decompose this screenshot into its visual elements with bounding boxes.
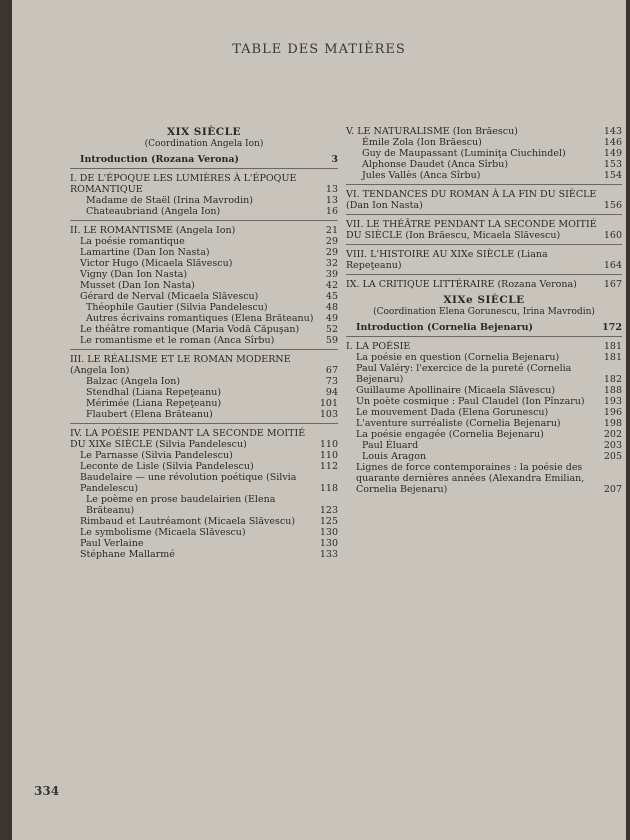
toc-entry-page: 3 — [331, 154, 338, 165]
divider — [346, 244, 622, 245]
toc-entry — [70, 354, 338, 376]
left-column — [70, 126, 338, 560]
toc-entry-page: 182 — [603, 374, 622, 385]
toc-list-left — [70, 154, 338, 560]
toc-entry-page: 110 — [319, 450, 338, 461]
toc-entry-page: 188 — [603, 385, 622, 396]
toc-entry-page: 181 — [603, 352, 622, 363]
toc-entry-page: 172 — [602, 322, 622, 333]
toc-entry — [70, 409, 338, 420]
toc-entry — [70, 549, 338, 560]
toc-entry — [70, 313, 338, 324]
toc-entry-page: 48 — [325, 302, 338, 313]
toc-entry — [70, 538, 338, 549]
toc-entry-title: Vigny (Dan Ion Nasta) — [80, 269, 188, 280]
toc-entry-page: 154 — [603, 170, 622, 181]
toc-entry-title: Gérard de Nerval (Micaela Slăvescu) — [80, 291, 259, 302]
toc-entry — [70, 247, 338, 258]
toc-entry-page: 153 — [603, 159, 622, 170]
toc-entry-title: Introduction (Cornelia Bejenaru) — [356, 322, 534, 333]
toc-entry-page: 160 — [603, 230, 622, 241]
toc-entry — [70, 527, 338, 538]
toc-entry — [346, 440, 622, 451]
toc-entry — [70, 335, 338, 346]
toc-entry-title: V. LE NATURALISME (Ion Brăescu) — [346, 126, 518, 137]
toc-entry — [70, 494, 338, 516]
toc-entry — [346, 189, 622, 211]
toc-entry-page: 149 — [603, 148, 622, 159]
toc-entry-page: 73 — [325, 376, 338, 387]
toc-entry-title: Balzac (Angela Ion) — [86, 376, 181, 387]
toc-entry-page: 146 — [603, 137, 622, 148]
toc-entry-page: 110 — [319, 439, 338, 450]
toc-entry-title: La poésie en question (Cornelia Bejenaru) — [356, 352, 560, 363]
toc-entry-title: Paul Valéry: l'exercice de la pureté (Cornelia Bejenaru) — [356, 363, 572, 385]
toc-entry — [346, 352, 622, 363]
toc-entry-page: 101 — [319, 398, 338, 409]
toc-entry-page: 13 — [325, 195, 338, 206]
toc-entry-page: 202 — [603, 429, 622, 440]
toc-entry-page: 203 — [603, 440, 622, 451]
toc-entry-title: Le poème en prose baudelairien (Elena Brăteanu) — [86, 494, 276, 516]
toc-entry — [346, 363, 622, 385]
toc-entry-title: Alphonse Daudet (Anca Sîrbu) — [362, 159, 509, 170]
toc-entry-page: 29 — [325, 236, 338, 247]
toc-entry — [346, 341, 622, 352]
toc-entry — [346, 279, 622, 290]
toc-entry — [70, 450, 338, 461]
toc-entry-page: 164 — [603, 260, 622, 271]
toc-entry-title: VI. TENDANCES DU ROMAN À LA FIN DU SIÈCLE (Dan Ion Nasta) — [346, 189, 597, 211]
toc-entry-page: 143 — [603, 126, 622, 137]
toc-entry — [346, 407, 622, 418]
toc-entry-page: 196 — [603, 407, 622, 418]
toc-entry-title: Introduction (Rozana Verona) — [80, 154, 240, 165]
toc-entry-page: 205 — [603, 451, 622, 462]
toc-entry — [70, 173, 338, 195]
toc-entry-title: Lamartine (Dan Ion Nasta) — [80, 247, 210, 258]
toc-entry — [346, 462, 622, 495]
toc-entry — [346, 137, 622, 148]
divider — [70, 220, 338, 221]
toc-entry-title: Louis Aragon — [362, 451, 427, 462]
toc-entry — [70, 269, 338, 280]
toc-entry-title: Autres écrivains romantiques (Elena Brăteanu) — [86, 313, 314, 324]
toc-entry — [70, 236, 338, 247]
toc-entry-page: 125 — [319, 516, 338, 527]
toc-entry-title: VII. LE THÉÂTRE PENDANT LA SECONDE MOITIÉ DU SIÈCLE (Ion Brăescu, Micaela Slăvescu) — [346, 219, 597, 241]
toc-entry — [346, 385, 622, 396]
toc-entry-title: I. LA POÉSIE — [346, 341, 411, 352]
toc-entry — [346, 249, 622, 271]
toc-entry — [346, 451, 622, 462]
toc-entry — [70, 324, 338, 335]
toc-entry-page: 198 — [603, 418, 622, 429]
divider — [70, 349, 338, 350]
toc-entry — [70, 302, 338, 313]
toc-entry — [346, 126, 622, 137]
toc-entry-title: La poésie romantique — [80, 236, 185, 247]
toc-entry-page: 39 — [325, 269, 338, 280]
toc-entry-page: 67 — [325, 365, 338, 376]
page-number: 334 — [34, 784, 60, 798]
toc-entry-page: 49 — [325, 313, 338, 324]
toc-entry — [346, 159, 622, 170]
toc-entry-title: Stéphane Mallarmé — [80, 549, 175, 560]
toc-entry — [346, 148, 622, 159]
toc-entry-page: 103 — [319, 409, 338, 420]
toc-entry-title: Leconte de Lisle (Silvia Pandelescu) — [80, 461, 254, 472]
toc-entry-page: 193 — [603, 396, 622, 407]
toc-entry — [70, 195, 338, 206]
divider — [70, 168, 338, 169]
toc-entry — [70, 376, 338, 387]
toc-entry-title: Madame de Staël (Irina Mavrodin) — [86, 195, 253, 206]
book-page — [12, 0, 626, 840]
toc-entry-title: Le mouvement Dada (Elena Gorunescu) — [356, 407, 549, 418]
toc-entry — [70, 206, 338, 217]
toc-entry-title: Musset (Dan Ion Nasta) — [80, 280, 195, 291]
section-heading-left: XIX SIÈCLE — [166, 126, 242, 138]
toc-entry-title: L'aventure surréaliste (Cornelia Bejenaru) — [356, 418, 561, 429]
toc-entry — [70, 428, 338, 450]
toc-entry-title: Guillaume Apollinaire (Micaela Slăvescu) — [356, 385, 556, 396]
toc-entry-title: Lignes de force contemporaines : la poésie des quarante dernières années (Alexandra Emilian, Cornelia Bejenaru) — [356, 462, 585, 495]
toc-entry-title: Mérimée (Liana Repeţeanu) — [86, 398, 222, 409]
toc-entry — [70, 461, 338, 472]
divider — [70, 423, 338, 424]
toc-entry-page: 32 — [325, 258, 338, 269]
toc-entry-title: Le symbolisme (Micaela Slăvescu) — [80, 527, 246, 538]
toc-list-right-bottom — [346, 322, 622, 495]
page-title: TABLE DES MATIÈRES — [232, 42, 406, 57]
toc-entry-page: 130 — [319, 538, 338, 549]
toc-entry — [70, 225, 338, 236]
toc-entry-title: Un poète cosmique : Paul Claudel (Ion Pînzaru) — [356, 396, 585, 407]
toc-entry-title: Théophile Gautier (Silvia Pandelescu) — [86, 302, 268, 313]
toc-entry-title: Guy de Maupassant (Luminiţa Ciuchindel) — [362, 148, 566, 159]
toc-entry-page: 94 — [325, 387, 338, 398]
toc-entry-title: Émile Zola (Ion Brăescu) — [362, 137, 482, 148]
section-subheading-right: (Coordination Elena Gorunescu, Irina Mavrodin) — [373, 307, 595, 317]
toc-entry-page: 16 — [325, 206, 338, 217]
toc-entry-title: IX. LA CRITIQUE LITTÉRAIRE (Rozana Verona) — [346, 279, 577, 290]
toc-entry-page: 59 — [325, 335, 338, 346]
toc-entry-page: 207 — [603, 484, 622, 495]
toc-entry-page: 130 — [319, 527, 338, 538]
toc-entry-page: 181 — [603, 341, 622, 352]
toc-entry — [70, 154, 338, 165]
toc-entry — [346, 170, 622, 181]
toc-entry-page: 21 — [325, 225, 338, 236]
toc-list-right-top — [346, 126, 622, 290]
toc-entry-title: III. LE RÉALISME ET LE ROMAN MODERNE (Angela Ion) — [70, 354, 291, 376]
toc-entry-title: Stendhal (Liana Repeţeanu) — [86, 387, 222, 398]
toc-entry — [70, 258, 338, 269]
toc-entry-title: Le Parnasse (Silvia Pandelescu) — [80, 450, 233, 461]
toc-entry — [346, 322, 622, 333]
toc-entry-title: Jules Vallès (Anca Sîrbu) — [362, 170, 481, 181]
divider — [346, 184, 622, 185]
divider — [346, 274, 622, 275]
toc-entry-title: La poésie engagée (Cornelia Bejenaru) — [356, 429, 544, 440]
toc-entry-page: 133 — [319, 549, 338, 560]
toc-entry-page: 52 — [325, 324, 338, 335]
toc-entry-page: 29 — [325, 247, 338, 258]
toc-entry-title: Victor Hugo (Micaela Slăvescu) — [80, 258, 233, 269]
toc-entry-title: Baudelaire — une révolution poétique (Silvia Pandelescu) — [80, 472, 297, 494]
toc-entry-title: II. LE ROMANTISME (Angela Ion) — [70, 225, 236, 236]
toc-entry — [70, 280, 338, 291]
toc-entry-page: 156 — [603, 200, 622, 211]
section-heading-right: XIXe SIÈCLE — [443, 294, 525, 306]
toc-entry — [70, 472, 338, 494]
toc-entry-page: 45 — [325, 291, 338, 302]
toc-entry-title: Flaubert (Elena Brăteanu) — [86, 409, 213, 420]
toc-entry-title: Le romantisme et le roman (Anca Sîrbu) — [80, 335, 275, 346]
toc-entry — [346, 429, 622, 440]
toc-entry-page: 112 — [319, 461, 338, 472]
toc-entry-page: 42 — [325, 280, 338, 291]
toc-entry-page: 123 — [319, 505, 338, 516]
section-subheading-left: (Coordination Angela Ion) — [144, 139, 264, 149]
toc-entry-title: I. DE L'ÉPOQUE LES LUMIÈRES À L'ÉPOQUE ROMANTIQUE — [70, 173, 297, 195]
toc-entry-title: VIII. L'HISTOIRE AU XIXe SIÈCLE (Liana Repeţeanu) — [346, 249, 548, 271]
toc-entry — [346, 418, 622, 429]
toc-entry-title: Paul Éluard — [362, 440, 419, 451]
toc-entry — [70, 291, 338, 302]
toc-entry — [346, 396, 622, 407]
toc-entry-title: Paul Verlaine — [80, 538, 144, 549]
toc-entry-title: Rimbaud et Lautréamont (Micaela Slăvescu) — [80, 516, 296, 527]
toc-entry-page: 13 — [325, 184, 338, 195]
divider — [346, 214, 622, 215]
toc-entry — [346, 219, 622, 241]
toc-entry — [70, 387, 338, 398]
toc-entry-page: 167 — [603, 279, 622, 290]
toc-entry — [70, 398, 338, 409]
toc-entry — [70, 516, 338, 527]
toc-entry-title: Chateaubriand (Angela Ion) — [86, 206, 221, 217]
toc-entry-title: Le théâtre romantique (Maria Vodă Căpuşan) — [80, 324, 300, 335]
toc-entry-title: IV. LA POÉSIE PENDANT LA SECONDE MOITIÉ DU XIXe SIÈCLE (Silvia Pandelescu) — [70, 428, 306, 450]
toc-entry-page: 118 — [319, 483, 338, 494]
divider — [346, 336, 622, 337]
right-column — [346, 126, 622, 495]
